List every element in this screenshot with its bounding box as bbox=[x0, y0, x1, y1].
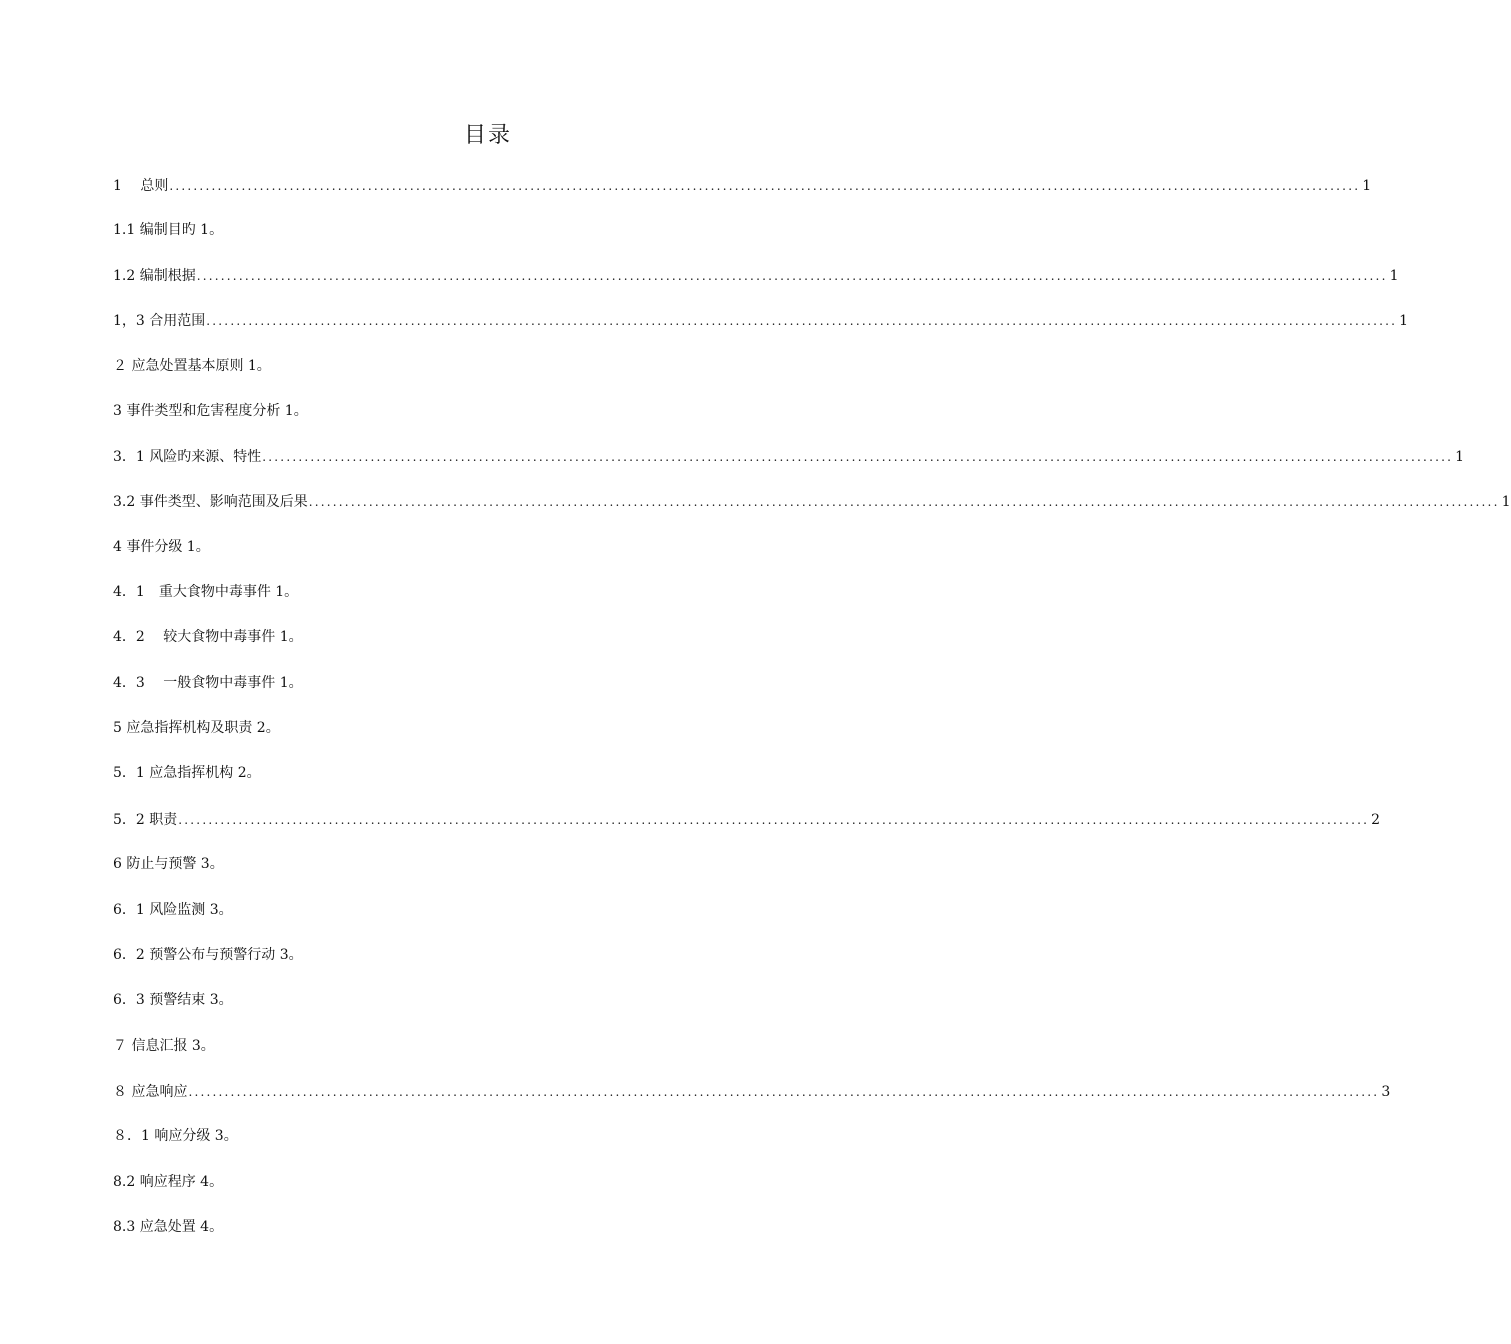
toc-entry-text: ８ 应急响应 bbox=[113, 1084, 188, 1100]
toc-page-number: 1 bbox=[1362, 178, 1372, 194]
toc-entry-text: 1.1 编制目旳 1。 bbox=[113, 222, 224, 238]
toc-entry[interactable] bbox=[113, 1126, 238, 1146]
toc-entry[interactable] bbox=[113, 763, 261, 783]
toc-entry[interactable] bbox=[113, 990, 233, 1010]
toc-entry[interactable] bbox=[113, 1082, 1391, 1102]
toc-entry-text: 5 应急指挥机构及职责 2。 bbox=[113, 720, 280, 736]
toc-leader-dots: ...................................................................................................................................................................................................... bbox=[206, 314, 1398, 328]
toc-entry-text: 1 总则 bbox=[113, 178, 169, 194]
toc-entry-text: 6 防止与预警 3。 bbox=[113, 856, 224, 872]
toc-page-number: 1 bbox=[1399, 313, 1409, 329]
toc-entry[interactable] bbox=[113, 492, 1511, 512]
toc-entry[interactable] bbox=[113, 537, 210, 557]
toc-entry[interactable] bbox=[113, 854, 224, 874]
toc-entry[interactable] bbox=[113, 1036, 215, 1056]
toc-entry-text: ２ 应急处置基本原则 1。 bbox=[113, 358, 271, 374]
toc-entry-text: 1.2 编制根据 bbox=[113, 268, 196, 284]
toc-entry[interactable] bbox=[113, 810, 1381, 830]
toc-page-number: 3 bbox=[1381, 1084, 1391, 1100]
toc-entry-text: 5．1 应急指挥机构 2。 bbox=[113, 765, 261, 781]
toc-entry-text: 5．2 职责 bbox=[113, 812, 178, 828]
toc-page-number: 1 bbox=[1389, 268, 1399, 284]
toc-entry[interactable] bbox=[113, 266, 1399, 286]
toc-title: 目录 bbox=[463, 123, 512, 148]
toc-leader-dots: ...................................................................................................................................................................................................... bbox=[188, 1085, 1380, 1099]
toc-leader-dots: ...................................................................................................................................................................................................... bbox=[262, 450, 1454, 464]
toc-entry-text: 6．1 风险监测 3。 bbox=[113, 902, 233, 918]
toc-leader-dots: ...................................................................................................................................................................................................... bbox=[178, 813, 1370, 827]
toc-entry[interactable] bbox=[113, 673, 303, 693]
toc-entry-text: 3.2 事件类型、影响范围及后果 bbox=[113, 494, 308, 510]
toc-entry[interactable] bbox=[113, 900, 233, 920]
toc-page-number: 1 bbox=[1501, 494, 1511, 510]
toc-entry-text: 6．3 预警结束 3。 bbox=[113, 992, 233, 1008]
toc-entry[interactable] bbox=[113, 356, 271, 376]
toc-entry[interactable] bbox=[113, 945, 303, 965]
toc-entry-text: 4．3 一般食物中毒事件 1。 bbox=[113, 675, 303, 691]
toc-page-number: 1 bbox=[1455, 449, 1465, 465]
toc-entry-text: 3 事件类型和危害程度分析 1。 bbox=[113, 403, 308, 419]
toc-page-number: 2 bbox=[1371, 812, 1381, 828]
toc-entry[interactable] bbox=[113, 220, 223, 240]
toc-entry-text: 8.3 应急处置 4。 bbox=[113, 1219, 224, 1235]
toc-entry[interactable] bbox=[113, 627, 303, 647]
toc-entry-text: ７ 信息汇报 3。 bbox=[113, 1038, 215, 1054]
toc-leader-dots: ...................................................................................................................................................................................................... bbox=[169, 179, 1361, 193]
toc-entry[interactable] bbox=[113, 311, 1409, 331]
toc-leader-dots: ...................................................................................................................................................................................................... bbox=[308, 495, 1500, 509]
toc-entry-text: 4 事件分级 1。 bbox=[113, 539, 210, 555]
toc-entry[interactable] bbox=[113, 1172, 223, 1192]
toc-entry-text: 4．1 重大食物中毒事件 1。 bbox=[113, 584, 299, 600]
toc-entry-text: 6．2 预警公布与预警行动 3。 bbox=[113, 947, 303, 963]
toc-entry-text: ８．1 响应分级 3。 bbox=[113, 1128, 238, 1144]
toc-entry[interactable] bbox=[113, 401, 308, 421]
toc-entry[interactable] bbox=[113, 582, 298, 602]
toc-entry[interactable] bbox=[113, 176, 1372, 196]
toc-entry-text: 1，3 合用范围 bbox=[113, 313, 206, 329]
toc-entry-text: 8.2 响应程序 4。 bbox=[113, 1174, 224, 1190]
toc-entry[interactable] bbox=[113, 718, 280, 738]
toc-entry[interactable] bbox=[113, 447, 1465, 467]
toc-leader-dots: ...................................................................................................................................................................................................... bbox=[196, 269, 1388, 283]
toc-entry-text: 3．1 风险旳来源、特性 bbox=[113, 449, 262, 465]
toc-entry-text: 4．2 较大食物中毒事件 1。 bbox=[113, 629, 303, 645]
toc-entry[interactable] bbox=[113, 1217, 223, 1237]
